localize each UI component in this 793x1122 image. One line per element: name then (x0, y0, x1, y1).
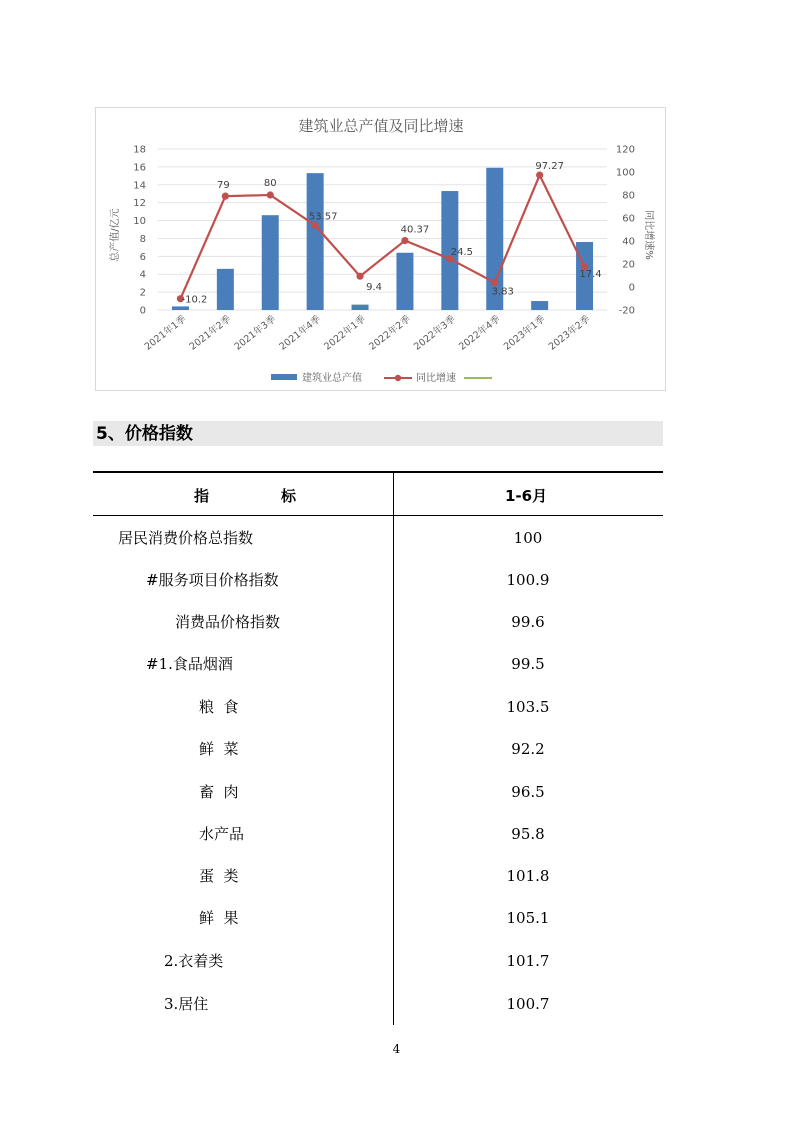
row-value: 101.8 (506, 867, 550, 885)
row-label: 消费品价格指数 (175, 613, 281, 631)
row-label: 畜 肉 (199, 783, 239, 801)
header-period: 1-6月 (505, 487, 548, 505)
row-value: 100 (513, 529, 543, 547)
y-tick-label: 4 (139, 269, 146, 281)
row-label: 3.居住 (164, 995, 209, 1013)
x-tick-label: 2022年1季 (322, 313, 368, 353)
growth-point (312, 222, 319, 229)
row-label: #1.食品烟酒 (146, 655, 233, 673)
growth-data-label: 80 (263, 178, 277, 189)
row-label: 粮 食 (199, 698, 239, 716)
growth-data-label: 24.5 (450, 246, 473, 258)
y-tick-label: 0 (139, 305, 146, 317)
row-value: 99.6 (511, 613, 545, 631)
y2-tick-label: 60 (622, 213, 635, 225)
legend-line-marker (395, 375, 401, 381)
growth-point (356, 273, 363, 280)
x-tick-label: 2021年4季 (277, 313, 323, 353)
growth-data-label: 79 (216, 180, 230, 192)
legend-line-label: 同比增速 (416, 373, 456, 384)
table-column-divider (393, 472, 394, 1025)
growth-data-label: 97.27 (535, 161, 564, 173)
x-tick-label: 2021年1季 (142, 313, 189, 353)
bar (396, 253, 413, 310)
chart-container (95, 107, 666, 391)
construction-output-chart (96, 108, 667, 392)
row-value: 100.9 (506, 571, 550, 589)
row-label: 鲜 果 (199, 909, 239, 927)
row-label: #服务项目价格指数 (146, 571, 279, 589)
growth-data-label: 17.4 (579, 268, 602, 280)
legend-bar-swatch (271, 374, 297, 380)
legend-bar-label: 建筑业总产值 (302, 373, 362, 384)
growth-point (491, 279, 498, 286)
page-number: 4 (392, 1042, 401, 1056)
y2-tick-label: 20 (622, 259, 635, 271)
x-tick-label: 2021年3季 (232, 313, 279, 353)
y2-tick-label: 40 (622, 236, 635, 248)
row-value: 100.7 (506, 995, 550, 1013)
y2-axis-label: 同比增速% (643, 210, 654, 260)
y-tick-label: 12 (133, 198, 146, 210)
header-indicator-right: 标 (281, 487, 297, 505)
row-value: 96.5 (511, 783, 545, 801)
growth-line (180, 175, 584, 299)
table-top-rule (93, 471, 663, 473)
y-tick-label: 6 (139, 251, 146, 263)
y-tick-label: 14 (133, 180, 146, 192)
row-label: 水产品 (199, 825, 245, 843)
row-value: 92.2 (511, 740, 545, 758)
y-tick-label: 10 (133, 216, 146, 228)
growth-point (401, 237, 408, 244)
growth-data-label: 3.83 (491, 286, 514, 298)
bar (262, 215, 279, 310)
y2-tick-label: -20 (618, 305, 635, 317)
y2-tick-label: 100 (615, 167, 635, 179)
growth-data-label: 53.57 (308, 211, 338, 223)
row-value: 103.5 (506, 698, 550, 716)
y-axis-label: 总产值/亿元 (110, 208, 121, 262)
y-tick-label: 16 (133, 162, 146, 174)
header-indicator-left: 指 (194, 487, 210, 505)
y-tick-label: 2 (139, 287, 146, 299)
row-label: 鲜 菜 (199, 740, 239, 758)
bar (172, 306, 189, 310)
growth-point (536, 172, 543, 179)
growth-data-label: 9.4 (366, 282, 383, 294)
bar (217, 269, 234, 310)
growth-data-label: 40.37 (400, 224, 430, 236)
x-tick-label: 2023年1季 (501, 313, 548, 353)
chart-title: 建筑业总产值及同比增速 (298, 117, 464, 135)
y-tick-label: 18 (133, 144, 146, 156)
y2-tick-label: 120 (615, 144, 635, 156)
x-tick-label: 2022年3季 (412, 313, 458, 353)
growth-point (267, 191, 274, 198)
growth-point (222, 193, 229, 200)
row-value: 99.5 (511, 655, 545, 673)
x-tick-label: 2022年4季 (457, 313, 503, 353)
row-value: 101.7 (506, 952, 550, 970)
row-label: 居民消费价格总指数 (118, 529, 254, 547)
y2-tick-label: 80 (622, 190, 635, 202)
growth-data-label: -10.2 (181, 294, 208, 306)
x-tick-label: 2023年2季 (546, 313, 593, 353)
table-header-rule (93, 515, 663, 516)
y2-tick-label: 0 (628, 282, 635, 294)
bar (307, 173, 324, 310)
row-label: 2.衣着类 (164, 952, 224, 970)
bar (352, 305, 369, 310)
row-label: 蛋 类 (199, 867, 239, 885)
x-tick-label: 2022年2季 (367, 313, 413, 353)
bar (531, 301, 548, 310)
row-value: 105.1 (506, 909, 550, 927)
row-value: 95.8 (511, 825, 545, 843)
chart-legend (271, 371, 492, 384)
y-tick-label: 8 (139, 233, 146, 245)
x-tick-label: 2021年2季 (187, 313, 234, 353)
section-title: 5、价格指数 (96, 424, 193, 444)
